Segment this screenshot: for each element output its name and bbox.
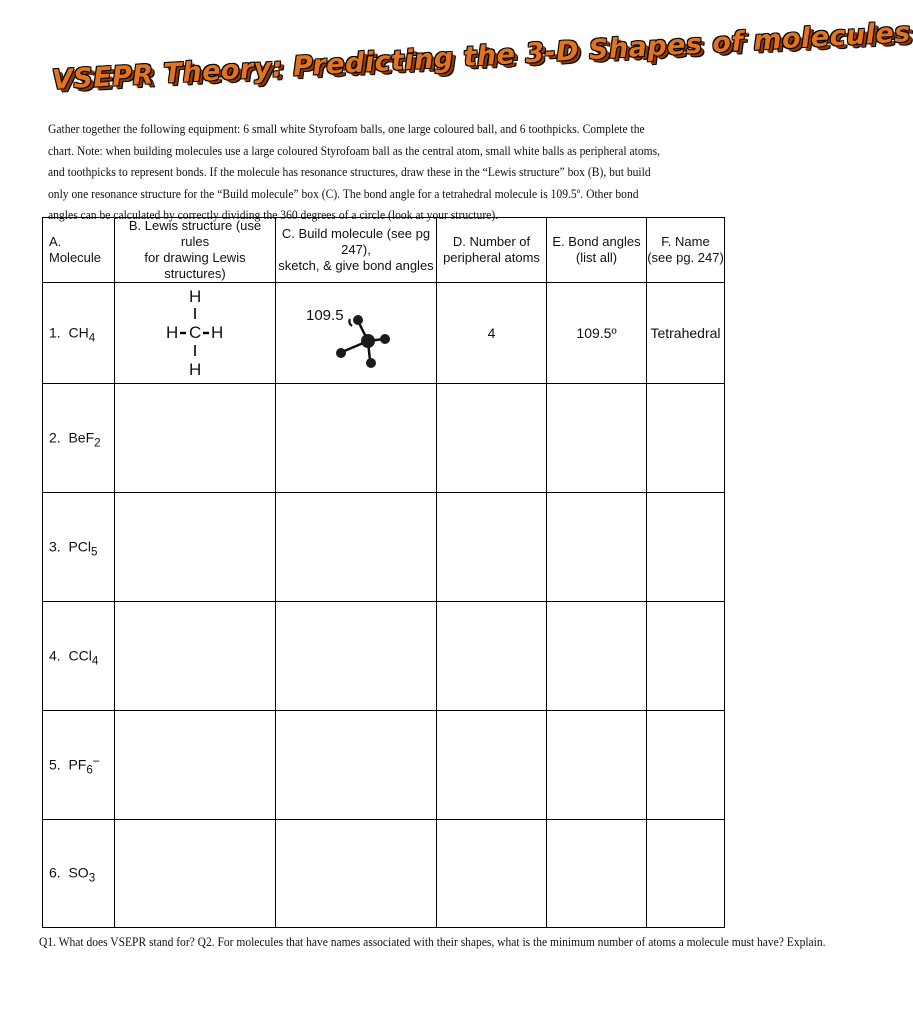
questions-footer: Q1. What does VSEPR stand for? Q2. For molecules that have names associated with their shapes, what is the minimum number of atoms a molecule must have? Explain. [39, 935, 826, 949]
table-row [43, 283, 725, 384]
molecule-cell: 6. $SO_3$ [43, 820, 115, 928]
lewis-cell[interactable] [115, 493, 276, 602]
header-build-molecule: C. Build molecule (see pg 247), sketch, & give bond angles [276, 218, 437, 283]
table-row [43, 384, 725, 493]
shape-name-cell[interactable] [647, 493, 725, 602]
shape-name-cell[interactable] [647, 384, 725, 493]
table-row [43, 711, 725, 820]
header-bond-angles: E. Bond angles (list all) [547, 218, 647, 283]
bond-angles-cell[interactable] [547, 602, 647, 711]
lewis-cell[interactable] [115, 820, 276, 928]
build-cell[interactable] [276, 820, 437, 928]
header-molecule: A. Molecule [43, 218, 115, 283]
peripheral-atoms-cell[interactable] [437, 384, 547, 493]
table-row [43, 602, 725, 711]
header-row [43, 218, 725, 283]
vsepr-chart [42, 217, 725, 928]
peripheral-atoms-cell: 4 [437, 283, 547, 384]
carbon-center: C [189, 323, 202, 342]
shape-name-cell[interactable] [647, 711, 725, 820]
shape-name-cell: Tetrahedral [647, 283, 725, 384]
molecule-cell: 3. PCl$_5$ [43, 493, 115, 602]
hydrogen-top: H [189, 287, 202, 306]
bond-angles-cell[interactable] [547, 820, 647, 928]
shape-name-cell[interactable] [647, 602, 725, 711]
page-title: VSEPR Theory: Predicting the 3-D Shapes of molecules [51, 17, 912, 96]
bond-angle-label: 109.5 [306, 307, 344, 324]
molecule-sketch [276, 283, 436, 383]
instructions-paragraph: Gather together the following equipment: 6 small white Styrofoam balls, one large coloured ball, and 6 toothpicks. Complete the chart. Note: when building molecules use a large coloured Styrofoam ball as the central atom, small white balls as peripheral atoms, and toothpicks to represent bonds. If the molecule has resonance structures, draw these in the “Lewis structure” box (B), but build only one resonance structure for the “Build molecule” box (C). The bond angle for a tetrahedral molecule is 109.5º. Other bond angles can be calculated by correctly dividing the 360 degrees of a circle (look at your structure). [48, 122, 661, 222]
peripheral-atoms-cell[interactable] [437, 820, 547, 928]
molecule-cell: 5. $PF_6^-$ [43, 711, 115, 820]
header-name: F. Name (see pg. 247) [647, 218, 725, 283]
bond-angles-cell[interactable] [547, 384, 647, 493]
lewis-cell[interactable] [115, 384, 276, 493]
build-sketch-ch4 [276, 283, 436, 383]
header-lewis-structure: B. Lewis structure (use rules for drawing Lewis structures) [115, 218, 276, 283]
lewis-cell[interactable] [115, 711, 276, 820]
build-cell[interactable] [276, 384, 437, 493]
table-row [43, 493, 725, 602]
lewis-cell [115, 283, 276, 384]
hydrogen-bottom: H [189, 360, 202, 379]
peripheral-atoms-cell[interactable] [437, 493, 547, 602]
lewis-bonds [115, 283, 275, 383]
hydrogen-left: H [166, 323, 179, 342]
bond-angles-cell[interactable] [547, 711, 647, 820]
lewis-cell[interactable] [115, 602, 276, 711]
molecule-cell: 1. $CH_4$ [43, 283, 115, 384]
molecule-cell: 2. BeF$_2$ [43, 384, 115, 493]
hydrogen-right: H [211, 323, 224, 342]
bond-angles-cell: 109.5º [547, 283, 647, 384]
bond-angles-cell[interactable] [547, 493, 647, 602]
table-row [43, 820, 725, 928]
peripheral-atoms-cell[interactable] [437, 711, 547, 820]
molecule-cell: 4. CCl$_4$ [43, 602, 115, 711]
build-cell[interactable] [276, 711, 437, 820]
build-cell[interactable] [276, 602, 437, 711]
peripheral-atoms-cell[interactable] [437, 602, 547, 711]
build-cell[interactable] [276, 493, 437, 602]
lewis-structure-ch4 [115, 283, 275, 383]
shape-name-cell[interactable] [647, 820, 725, 928]
build-cell [276, 283, 437, 384]
header-peripheral-atoms: D. Number of peripheral atoms [437, 218, 547, 283]
